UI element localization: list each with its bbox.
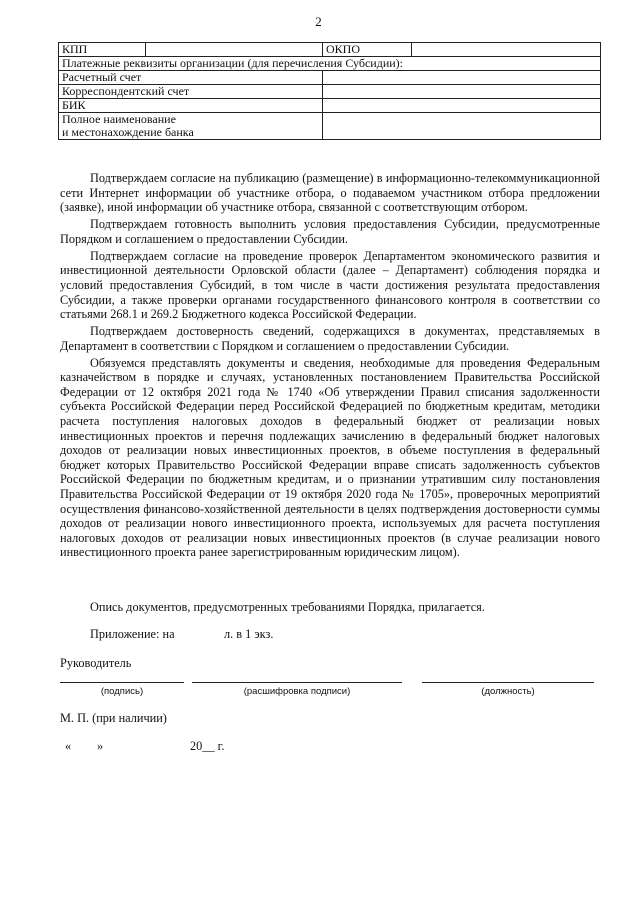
kpp-label: КПП <box>59 43 146 57</box>
payment-header: Платежные реквизиты организации (для перечисления Субсидии): <box>59 57 601 71</box>
okpo-label: ОКПО <box>323 43 412 57</box>
okpo-value <box>412 43 601 57</box>
page-number: 2 <box>315 14 322 29</box>
table-row <box>59 85 601 99</box>
paragraph-reliability: Подтверждаем достоверность сведений, содержащихся в документах, представляемых в Департамент в соответствии с Порядком и соглашением о предоставлении Субсидии. <box>60 324 600 353</box>
bank-name-label-line1: Полное наименование <box>62 112 176 126</box>
bank-name-label <box>59 113 323 140</box>
appendix-suffix: л. в 1 экз. <box>224 627 274 641</box>
table-row <box>59 71 601 85</box>
bank-name-label-line2: и местонахождение банка <box>62 125 194 139</box>
table-row <box>59 57 601 71</box>
appendix-prefix: Приложение: на <box>90 627 175 641</box>
table-row <box>59 43 601 57</box>
table-row <box>59 113 601 140</box>
kpp-value <box>146 43 323 57</box>
bik-value <box>323 99 601 113</box>
head-label: Руководитель <box>60 656 132 670</box>
seal-text: М. П. (при наличии) <box>60 711 167 725</box>
account-value <box>323 71 601 85</box>
account-label: Расчетный счет <box>59 71 323 85</box>
bik-label: БИК <box>59 99 323 113</box>
corr-account-label: Корреспондентский счет <box>59 85 323 99</box>
date-open-quote: « <box>65 739 72 753</box>
inventory-text: Опись документов, предусмотренных требованиями Порядка, прилагается. <box>90 600 485 614</box>
position-caption: (должность) <box>481 686 535 697</box>
date-year: 20__ г. <box>190 739 225 753</box>
transcript-line <box>192 682 402 683</box>
table-row <box>59 99 601 113</box>
paragraph-readiness: Подтверждаем готовность выполнить условия предоставления Субсидии, предусмотренные Порядком и соглашением о предоставлении Субсидии. <box>60 217 600 246</box>
paragraph-obligation: Обязуемся представлять документы и сведения, необходимые для проведения Федеральным казначейством в порядке и случаях, установленных постановлением Правительства Российской Федерации от 12 октября 2021 года № 1740 «Об утверждении Правил списания задолженности субъекта Российской Федерации перед Российской Федерацией по бюджетным кредитам, методики расчета поступления налоговых доходов в федеральный бюджет от реализации новых инвестиционных проектов и перечня подлежащих зачислению в федеральный бюджет налоговых доходов от реализации новых инвестиционных проектов, в объеме поступления в федеральный бюджет которых Правительство Российской Федерации вправе списать задолженность субъектов Российской Федерации по бюджетным кредитам, и о признании утратившим силу постановления Правительства Российской Федерации от 19 октября 2020 года № 1705», проверочных мероприятий осуществления финансово-хозяйственной деятельности в целях подтверждения достоверности суммы доходов от реализации нового инвестиционного проекта, используемых для расчета поступления налоговых доходов от реализации новых инвестиционных проектов (в случае реализации нового инвестиционного проекта ранее зарегистрированным юридическим лицом). <box>60 355 600 560</box>
requisites-table <box>58 42 601 140</box>
paragraph-audit-consent: Подтверждаем согласие на проведение проверок Департаментом экономического развития и инвестиционной деятельности Орловской области (далее – Департамент) соблюдения порядка и условий предоставления Субсидий, в том числе в части достижения результата предоставления Субсидии, а также проверки органами государственного финансового контроля в соответствии со статьями 268.1 и 269.2 Бюджетного кодекса Российской Федерации. <box>60 248 600 322</box>
paragraph-publication-consent: Подтверждаем согласие на публикацию (размещение) в информационно-телекоммуникационной сети Интернет информации об участнике отбора, о подаваемом участником отбора предложении (заявке), иной информации об участнике отбора, связанной с соответствующим отбором. <box>60 171 600 215</box>
signature-line <box>60 682 184 683</box>
position-line <box>422 682 594 683</box>
corr-account-value <box>323 85 601 99</box>
bank-name-value <box>323 113 601 140</box>
date-close-quote: » <box>97 739 104 753</box>
consent-paragraphs <box>60 171 600 562</box>
transcript-caption: (расшифровка подписи) <box>243 686 351 697</box>
signature-caption: (подпись) <box>100 686 144 697</box>
